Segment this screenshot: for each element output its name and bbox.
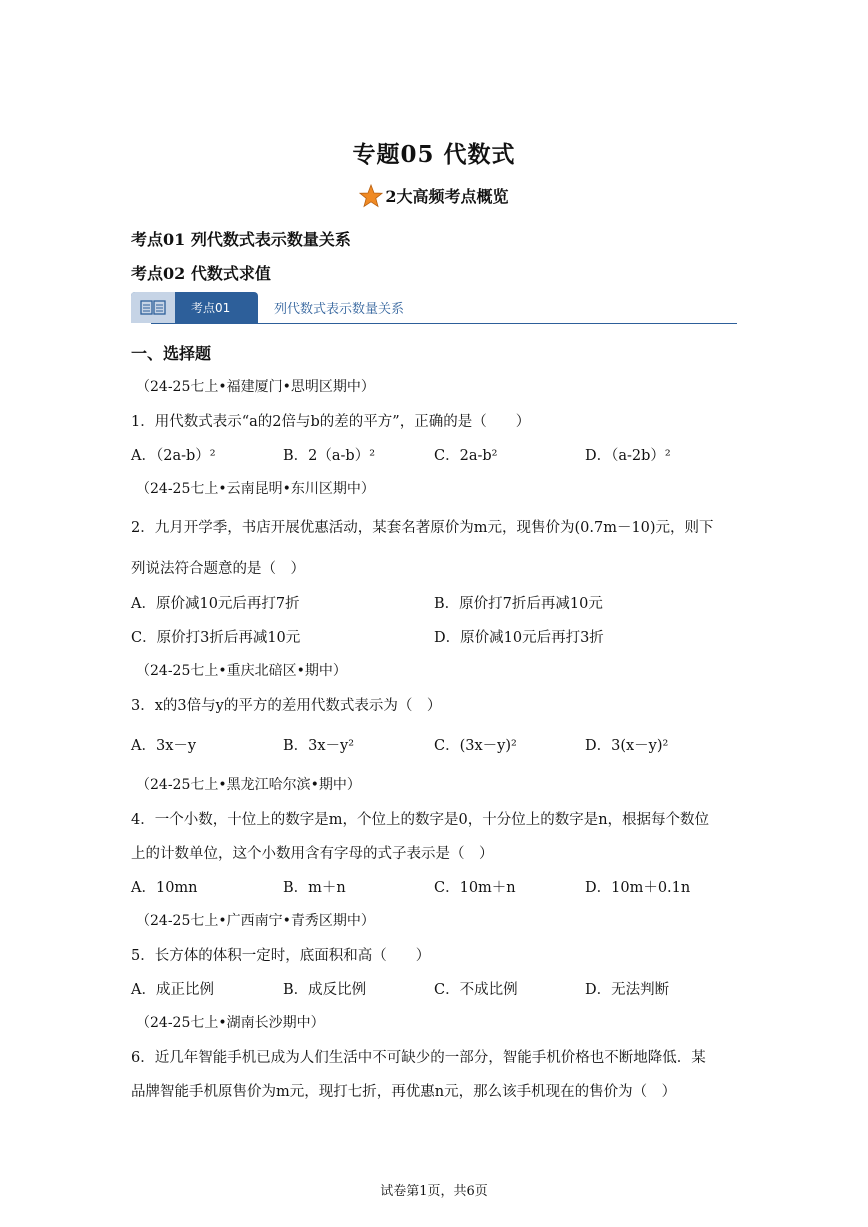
question-1-option-a: A．（2a-b）²: [131, 448, 216, 464]
question-2-option-b: B．原价打7折后再减10元: [434, 596, 603, 612]
question-1-source: （24-25七上•福建厦门•思明区期中）: [136, 379, 375, 395]
kaodian-01: 考点01 列代数式表示数量关系: [131, 230, 351, 249]
question-4-source: （24-25七上•黑龙江哈尔滨•期中）: [136, 777, 361, 793]
question-2-option-c: C．原价打3折后再减10元: [131, 630, 301, 646]
question-6-source: （24-25七上•湖南长沙期中）: [136, 1015, 325, 1031]
question-4-option-a: A．10mn: [131, 880, 198, 896]
question-6-stem-line1: 6．近几年智能手机已成为人们生活中不可缺少的一部分，智能手机价格也不断地降低．某: [131, 1050, 706, 1066]
question-3-source: （24-25七上•重庆北碚区•期中）: [136, 663, 347, 679]
question-2-stem-line1: 2．九月开学季，书店开展优惠活动，某套名著原价为m元，现售价为(0.7m－10)元，则下: [131, 520, 714, 536]
banner-book-area: [131, 292, 175, 323]
question-4-option-c: C．10m＋n: [434, 880, 516, 896]
question-5-source: （24-25七上•广西南宁•青秀区期中）: [136, 913, 375, 929]
question-5-stem: 5．长方体的体积一定时，底面积和高（ ）: [131, 948, 431, 964]
banner-tab-label: 考点01: [191, 301, 231, 315]
question-4-option-b: B．m＋n: [283, 880, 346, 896]
question-5-option-d: D．无法判断: [585, 982, 670, 998]
question-4-stem-line2: 上的计数单位，这个小数用含有字母的式子表示是（ ）: [131, 846, 494, 862]
question-5-option-b: B．成反比例: [283, 982, 367, 998]
question-4-stem-line1: 4．一个小数，十位上的数字是m，个位上的数字是0，十分位上的数字是n，根据每个数位: [131, 812, 710, 828]
subtitle: [0, 184, 868, 208]
page-title: 专题05 代数式: [352, 141, 516, 168]
question-4-option-d: D．10m＋0.1n: [585, 880, 691, 896]
question-6-stem-line2: 品牌智能手机原售价为m元，现打七折，再优惠n元，那么该手机现在的售价为（ ）: [131, 1084, 677, 1100]
section-heading: 一、选择题: [131, 344, 212, 363]
banner-title: 列代数式表示数量关系: [274, 302, 405, 317]
question-1-stem: 1．用代数式表示“a的2倍与b的差的平方”，正确的是（ ）: [131, 414, 531, 430]
banner-underline: [151, 323, 737, 324]
question-2-option-a: A．原价减10元后再打7折: [131, 596, 300, 612]
question-1-option-d: D．（a-2b）²: [585, 448, 671, 464]
question-3-stem: 3．x的3倍与y的平方的差用代数式表示为（ ）: [131, 698, 442, 714]
section-banner: [131, 292, 737, 326]
subtitle-text: 2大高频考点概览: [385, 187, 509, 206]
question-2-stem-line2: 列说法符合题意的是（ ）: [131, 561, 305, 577]
question-5-option-a: A．成正比例: [131, 982, 214, 998]
page-footer: 试卷第1页，共6页: [380, 1184, 488, 1199]
question-2-source: （24-25七上•云南昆明•东川区期中）: [136, 481, 375, 497]
question-3-option-c: C．(3x－y)²: [434, 738, 517, 754]
kaodian-02: 考点02 代数式求值: [131, 264, 271, 283]
question-3-option-b: B．3x－y²: [283, 738, 355, 754]
book-icon: [131, 292, 175, 323]
star-icon: [359, 184, 383, 208]
question-1-option-c: C．2a-b²: [434, 448, 498, 464]
question-2-option-d: D．原价减10元后再打3折: [434, 630, 604, 646]
question-3-option-a: A．3x－y: [131, 738, 197, 754]
question-1-option-b: B．2（a-b）²: [283, 448, 376, 464]
question-3-option-d: D．3(x－y)²: [585, 738, 669, 754]
question-5-option-c: C．不成比例: [434, 982, 518, 998]
